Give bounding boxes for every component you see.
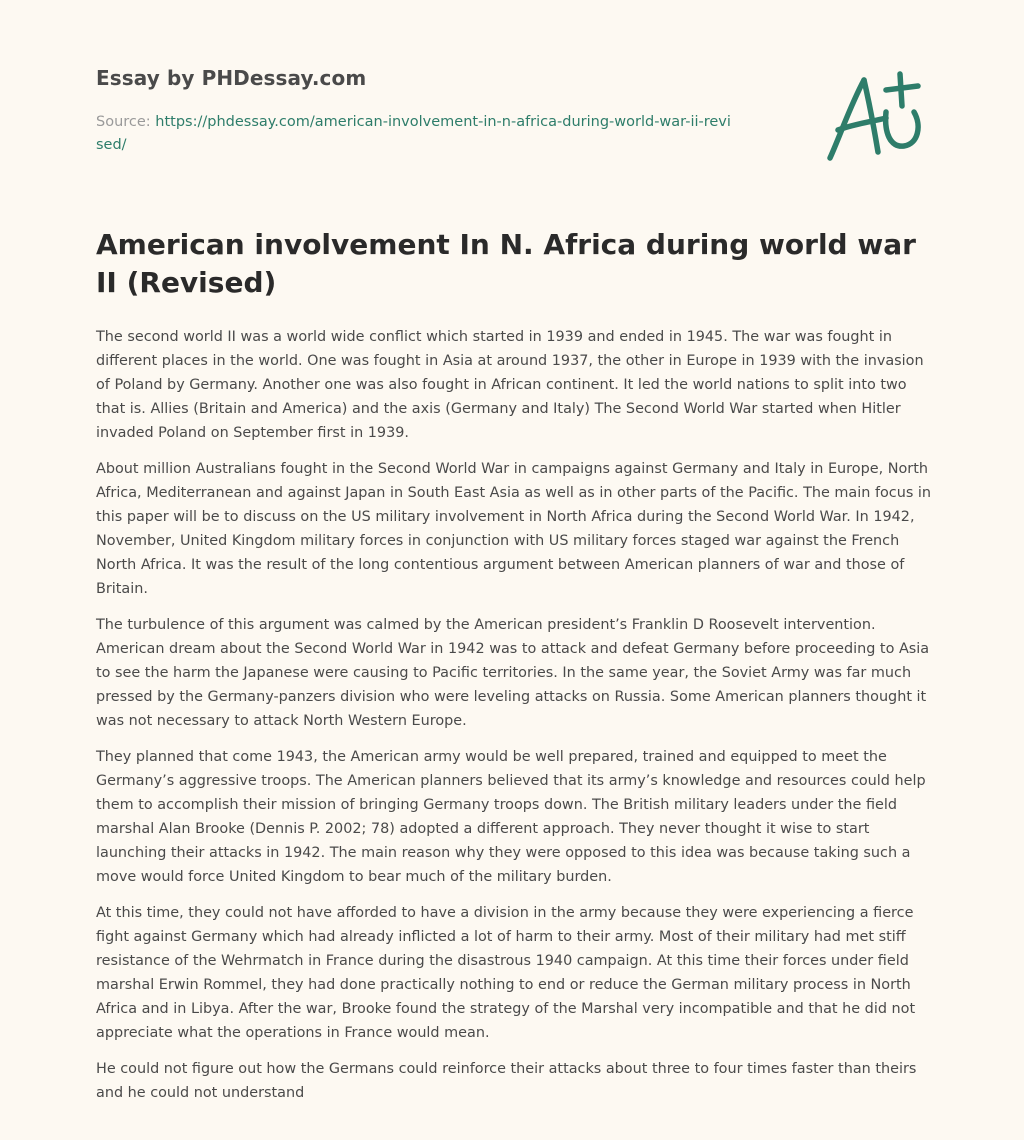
essay-paragraph: About million Australians fought in the Second World War in campaigns against Germany and Italy in Europe, North Africa, Mediterranean and against Japan in South East Asia as well as in other parts of the Pacific. The main focus in this paper will be to discuss on the US military involvement in North Africa during the Second World War. In 1942, November, United Kingdom military forces in conjunction with US military forces staged war against the French North Africa. It was the result of the long contentious argument between American planners of war and those of Britain. (96, 461, 932, 597)
essay-paragraph: At this time, they could not have afforded to have a division in the army because they were experiencing a fierce fight against Germany which had already inflicted a lot of harm to their army. Most of their military had met stiff resistance of the Wehrmatch in France during the disastrous 1940 campaign. At this time their forces under field marshal Erwin Rommel, they had done practically nothing to end or reduce the German military process in North Africa and in Libya. After the war, Brooke found the strategy of the Marshal very incompatible and that he did not appreciate what the operations in France would mean. (96, 905, 916, 1041)
essay-paragraph: They planned that come 1943, the American army would be well prepared, trained and equipped to meet the Germany’s aggressive troops. The American planners believed that its army’s knowledge and resources could help them to accomplish their mission of bringing Germany troops down. The British military leaders under the field marshal Alan Brooke (Dennis P. 2002; 78) adopted a different approach. They never thought it wise to start launching their attacks in 1942. The main reason why they were opposed to this idea was because taking such a move would force United Kingdom to bear much of the military burden. (96, 749, 926, 885)
source-line (96, 111, 736, 157)
source-label: Source: (96, 114, 151, 130)
essay-paragraph: The second world II was a world wide conflict which started in 1939 and ended in 1945. The war was fought in different places in the world. One was fought in Asia at around 1937, the other in Europe in 1939 with the invasion of Poland by Germany. Another one was also fought in African continent. It led the world nations to split into two that is. Allies (Britain and America) and the axis (Germany and Italy) The Second World War started when Hitler invaded Poland on September first in 1939. (96, 329, 924, 441)
a-plus-logo-icon (820, 66, 930, 166)
source-link[interactable]: https://phdessay.com/american-involvement-in-n-africa-during-world-war-ii-revised/ (96, 114, 731, 153)
essay-paragraph: He could not figure out how the Germans could reinforce their attacks about three to four times faster than theirs and he could not understand (96, 1061, 917, 1101)
essay-body (96, 325, 932, 1117)
essay-title: American involvement In N. Africa during world war II (Revised) (96, 228, 916, 299)
essay-paragraph: The turbulence of this argument was calmed by the American president’s Franklin D Roosevelt intervention. American dream about the Second World War in 1942 was to attack and defeat Germany before proceeding to Asia to see the harm the Japanese were causing to Pacific territories. In the same year, the Soviet Army was far much pressed by the Germany-panzers division who were leveling attacks on Russia. Some American planners thought it was not necessary to attack North Western Europe. (96, 617, 930, 729)
site-title: Essay by PHDessay.com (96, 66, 367, 90)
